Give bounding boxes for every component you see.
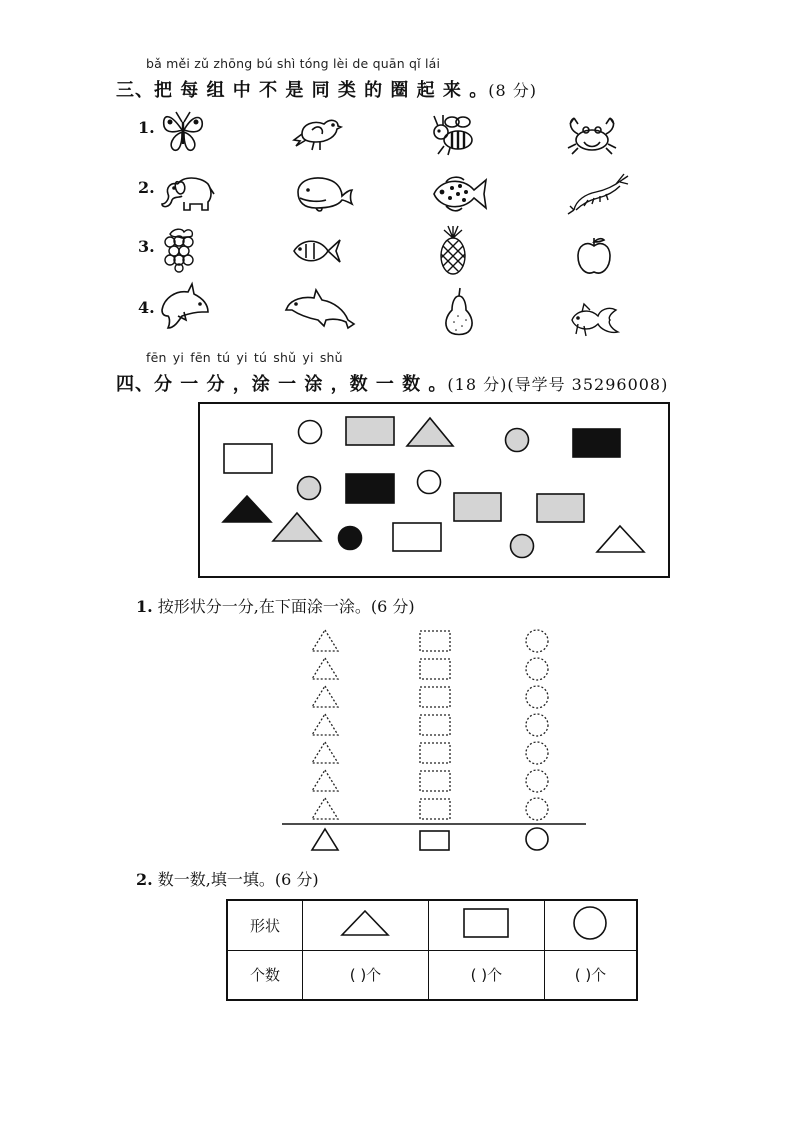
- shape-header-cell: 形状: [227, 900, 303, 950]
- part2-instruction: [136, 867, 319, 890]
- section4-pinyin: fēn yi fēn tú yi tú shǔ yi shǔ: [146, 350, 343, 365]
- section4-guide-number: (导学号 35296008): [507, 375, 669, 394]
- pineapple-icon[interactable]: [436, 226, 470, 276]
- shapes-box: [198, 402, 670, 578]
- dotted-triangle-cell[interactable]: [312, 714, 338, 735]
- row-number-4: 4.: [138, 298, 155, 317]
- section3-title-text: 三、把 每 组 中 不 是 同 类 的 圈 起 来 。: [116, 80, 489, 101]
- dotted-triangle-cell[interactable]: [312, 798, 338, 819]
- part1-number: 1.: [136, 597, 153, 616]
- circle-shape: [339, 527, 362, 550]
- section4-points: (18 分): [447, 375, 508, 394]
- shrimp-icon[interactable]: [566, 174, 628, 214]
- rectangle-count-blank[interactable]: ( )个: [428, 950, 544, 1000]
- dotted-rectangle-cell[interactable]: [420, 799, 450, 819]
- rectangle-cell: [428, 900, 544, 950]
- dotted-circle-cell[interactable]: [526, 686, 548, 708]
- part1-instruction: [136, 594, 415, 617]
- elephant-icon[interactable]: [160, 168, 214, 214]
- dotted-triangle-cell[interactable]: [312, 658, 338, 679]
- whale-icon[interactable]: [294, 172, 352, 212]
- part1-text: 按形状分一分,在下面涂一涂。: [157, 597, 371, 616]
- triangle-shape-icon: [340, 909, 390, 937]
- triangle-count-blank[interactable]: ( )个: [303, 950, 429, 1000]
- dotted-circle-cell[interactable]: [526, 630, 548, 652]
- rectangle-shape: [224, 444, 272, 473]
- goldfish-icon[interactable]: [568, 302, 624, 338]
- circle-count-blank[interactable]: ( )个: [544, 950, 637, 1000]
- dotted-triangle-cell[interactable]: [312, 686, 338, 707]
- dotted-circle-cell[interactable]: [526, 770, 548, 792]
- dotted-circle-cell[interactable]: [526, 798, 548, 820]
- circle-shape: [506, 429, 529, 452]
- circle-cell: [544, 900, 637, 950]
- circle-label-shape: [526, 828, 548, 850]
- rectangle-shape: [537, 494, 584, 522]
- dotted-rectangle-cell[interactable]: [420, 771, 450, 791]
- triangle-label-shape: [312, 829, 338, 850]
- dolphin-icon[interactable]: [158, 282, 210, 332]
- dotted-circle-cell[interactable]: [526, 658, 548, 680]
- grapes-icon[interactable]: [160, 226, 198, 272]
- dolphin-icon[interactable]: [286, 290, 354, 332]
- dotted-circle-cell[interactable]: [526, 742, 548, 764]
- dotted-rectangle-cell[interactable]: [420, 687, 450, 707]
- dotted-rectangle-cell[interactable]: [420, 715, 450, 735]
- circle-shape: [418, 471, 441, 494]
- butterfly-icon[interactable]: [160, 108, 206, 154]
- dotted-circle-cell[interactable]: [526, 714, 548, 736]
- rectangle-shape: [393, 523, 441, 551]
- section4-title: [116, 370, 668, 396]
- row-number-3: 3.: [138, 237, 155, 256]
- circle-column: [526, 630, 548, 820]
- rectangle-shape-icon: [463, 908, 509, 938]
- rectangle-shape: [346, 474, 394, 503]
- dotted-rectangle-cell[interactable]: [420, 743, 450, 763]
- dotted-rectangle-cell[interactable]: [420, 659, 450, 679]
- rectangle-shape: [346, 417, 394, 445]
- count-table: [226, 899, 638, 1001]
- section3-points: (8 分): [488, 81, 537, 100]
- rectangle-shape: [454, 493, 501, 521]
- dotted-rectangle-cell[interactable]: [420, 631, 450, 651]
- circle-shape: [511, 535, 534, 558]
- rectangle-shape: [573, 429, 620, 457]
- bee-icon[interactable]: [430, 112, 478, 156]
- section4-title-text: 四、分 一 分 ，涂 一 涂 ，数 一 数 。: [116, 374, 448, 395]
- rectangle-column: [420, 631, 450, 819]
- dotted-triangle-cell[interactable]: [312, 770, 338, 791]
- part2-text: 数一数,填一填。: [157, 870, 275, 889]
- triangle-cell: [303, 900, 429, 950]
- section3-title: [116, 76, 537, 102]
- fish-icon[interactable]: [430, 172, 488, 216]
- part2-points: (6 分): [274, 870, 319, 889]
- row-number-2: 2.: [138, 178, 155, 197]
- section3-pinyin: bǎ měi zǔ zhōng bú shì tóng lèi de quān qǐ lái: [146, 56, 441, 71]
- count-header-cell: 个数: [227, 950, 303, 1000]
- part1-points: (6 分): [370, 597, 415, 616]
- apple-icon[interactable]: [576, 236, 612, 276]
- triangle-column: [312, 630, 338, 819]
- fish-icon[interactable]: [292, 236, 342, 266]
- rectangle-label-shape: [420, 831, 449, 850]
- circle-shape-icon: [572, 905, 608, 941]
- part2-number: 2.: [136, 870, 153, 889]
- bird-icon[interactable]: [294, 110, 342, 152]
- shape-sorting-chart: [280, 622, 590, 858]
- crab-icon[interactable]: [566, 114, 618, 158]
- pear-icon[interactable]: [442, 288, 476, 338]
- row-number-1: 1.: [138, 118, 155, 137]
- dotted-triangle-cell[interactable]: [312, 630, 338, 651]
- circle-shape: [298, 477, 321, 500]
- circle-shape: [299, 421, 322, 444]
- dotted-triangle-cell[interactable]: [312, 742, 338, 763]
